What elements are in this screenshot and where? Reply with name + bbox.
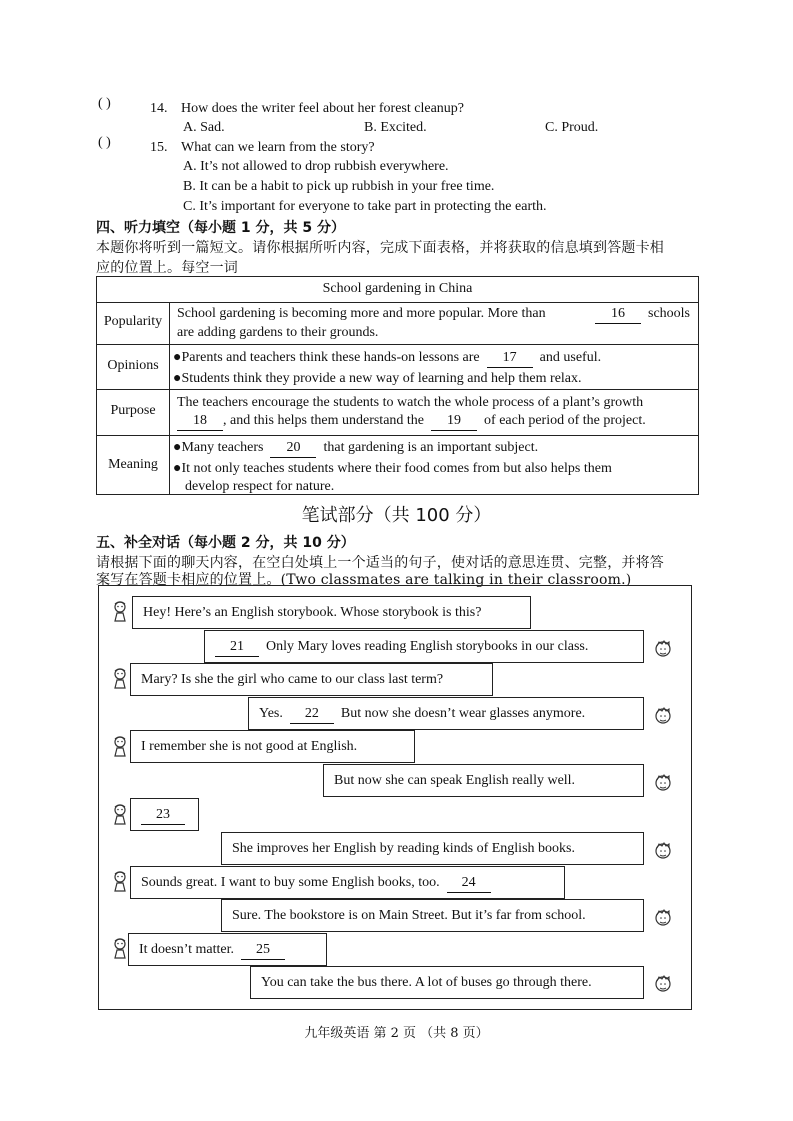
section4-instruction-line1: 本题你将听到一篇短文。请你根据所听内容，完成下面表格，并将获取的信息填到答题卡相 — [96, 240, 664, 256]
boy-avatar-icon — [654, 907, 672, 929]
section4-instruction-line2: 应的位置上。每空一词 — [96, 260, 238, 276]
dialogue-line-12: You can take the bus there. A lot of buses go through there. — [250, 966, 644, 999]
girl-avatar-icon — [112, 735, 128, 757]
blank-17[interactable]: 17 — [487, 349, 533, 368]
blank-19[interactable]: 19 — [431, 412, 477, 431]
row-content: ●Many teachers 20 that gardening is an important subject. ●It not only teaches students where their food comes from but also helps them develop respect for nature. — [173, 440, 612, 494]
q14-text: How does the writer feel about her forest cleanup? — [181, 101, 464, 116]
row-label: Opinions — [107, 358, 159, 373]
row-label: Meaning — [108, 457, 158, 472]
row-content: ●Parents and teachers think these hands-on lessons are 17 and useful. ●Students think they provide a new way of learning and help them relax. — [173, 350, 602, 386]
table-row-opinions — [97, 344, 698, 389]
row-label: Purpose — [110, 403, 156, 418]
blank-24[interactable]: 24 — [447, 874, 491, 893]
girl-avatar-icon — [112, 870, 128, 892]
blank-18[interactable]: 18 — [177, 412, 223, 431]
dialogue-line-6: But now she can speak English really well. — [323, 764, 644, 797]
table-row-purpose — [97, 389, 698, 435]
row-content: The teachers encourage the students to watch the whole process of a plant’s growth 18 , and this helps them understand the 19 of each period of the project. — [177, 394, 690, 431]
written-part-title: 笔试部分（共 100 分） — [301, 505, 492, 526]
blank-25[interactable]: 25 — [241, 941, 285, 960]
dialogue-line-8: She improves her English by reading kinds of English books. — [221, 832, 644, 865]
boy-avatar-icon — [654, 840, 672, 862]
blank-23[interactable]: 23 — [141, 806, 185, 825]
section4-title: 四、听力填空（每小题 1 分，共 5 分） — [96, 220, 345, 236]
q14-option-c: C. Proud. — [545, 120, 599, 135]
q14-number: 14. — [150, 101, 168, 116]
girl-avatar-icon — [112, 667, 128, 689]
q14-answer-paren[interactable]: ( ) — [98, 96, 111, 111]
boy-avatar-icon — [654, 772, 672, 794]
dialogue-line-4: Yes. 22 But now she doesn’t wear glasses anymore. — [248, 697, 644, 730]
dialogue-line-10: Sure. The bookstore is on Main Street. But it’s far from school. — [221, 899, 644, 932]
q15-text: What can we learn from the story? — [181, 140, 375, 155]
q15-option-a: A. It’s not allowed to drop rubbish everywhere. — [183, 159, 449, 174]
dialogue-line-1: Hey! Here’s an English storybook. Whose storybook is this? — [132, 596, 531, 629]
section5-instruction-line1: 请根据下面的聊天内容，在空白处填上一个适当的句子，使对话的意思连贯、完整，并将答 — [96, 555, 664, 571]
row-label: Popularity — [103, 314, 163, 329]
section5-title: 五、补全对话（每小题 2 分，共 10 分） — [96, 535, 355, 551]
blank-22[interactable]: 22 — [290, 705, 334, 724]
dialogue-line-9: Sounds great. I want to buy some English books, too. 24 — [130, 866, 565, 899]
blank-16[interactable]: 16 — [595, 305, 641, 324]
dialogue-line-2: 21 Only Mary loves reading English storybooks in our class. — [204, 630, 644, 663]
q15-number: 15. — [150, 140, 168, 155]
girl-avatar-icon — [112, 937, 128, 959]
boy-avatar-icon — [654, 705, 672, 727]
dialogue-line-7 — [130, 798, 199, 831]
listening-table — [96, 276, 699, 495]
table-row-meaning — [97, 435, 698, 496]
dialogue-line-5: I remember she is not good at English. — [130, 730, 415, 763]
page-footer: 九年级英语 第 2 页 （共 8 页） — [304, 1026, 489, 1041]
q15-answer-paren[interactable]: ( ) — [98, 135, 111, 150]
blank-20[interactable]: 20 — [270, 439, 316, 458]
q14-option-b: B. Excited. — [364, 120, 427, 135]
boy-avatar-icon — [654, 973, 672, 995]
q15-option-c: C. It’s important for everyone to take part in protecting the earth. — [183, 199, 547, 214]
girl-avatar-icon — [112, 803, 128, 825]
q14-option-a: A. Sad. — [183, 120, 225, 135]
boy-avatar-icon — [654, 638, 672, 660]
blank-21[interactable]: 21 — [215, 638, 259, 657]
girl-avatar-icon — [112, 600, 128, 622]
dialogue-line-3: Mary? Is she the girl who came to our class last term? — [130, 663, 493, 696]
table-title: School gardening in China — [322, 281, 473, 296]
section5-instruction-line2: 案写在答题卡相应的位置上。(Two classmates are talking in their classroom.) — [96, 572, 632, 588]
q15-option-b: B. It can be a habit to pick up rubbish in your free time. — [183, 179, 495, 194]
dialogue-line-11: It doesn’t matter. 25 — [128, 933, 327, 966]
table-row-popularity — [97, 302, 698, 344]
row-content: School gardening is becoming more and more popular. More than 16 schools are adding gardens to their grounds. — [177, 306, 690, 340]
